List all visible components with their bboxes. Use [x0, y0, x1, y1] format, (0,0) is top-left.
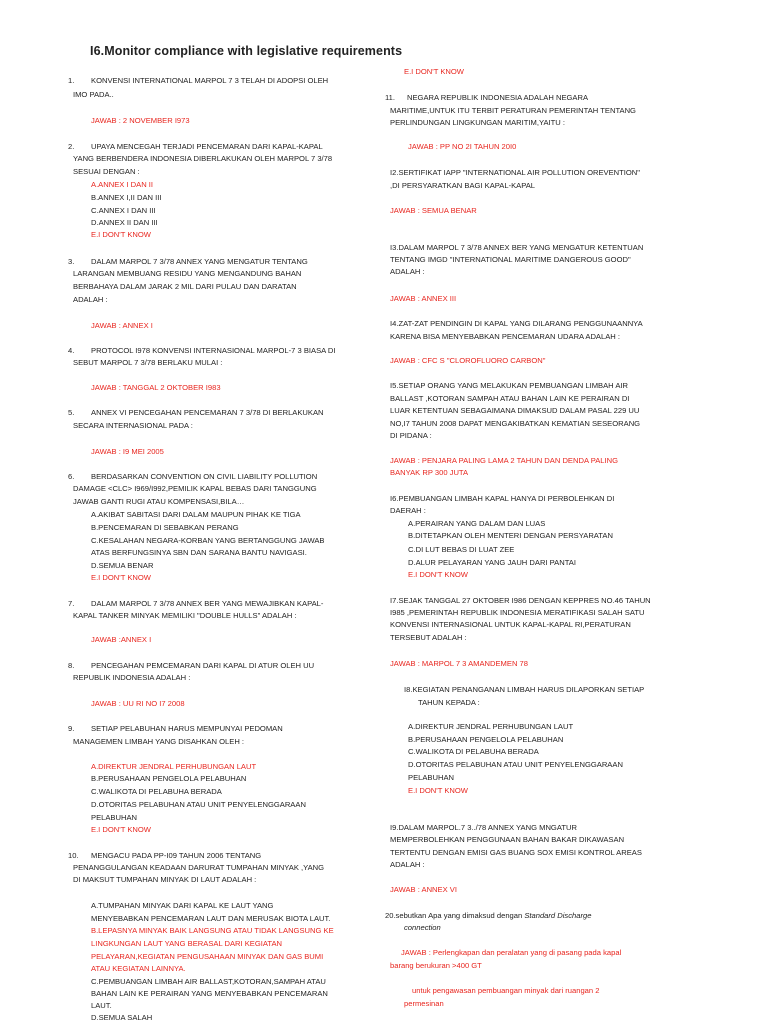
question-text: PENANGGULANGAN KEADAAN DARURAT TUMPAHAN MINYAK ,YANG	[73, 863, 325, 872]
question-text: NEGARA REPUBLIK INDONESIA ADALAH NEGARA	[407, 93, 589, 102]
question-text: ADALAH :	[73, 295, 108, 304]
question-number: 9.	[68, 724, 75, 733]
question-text: KONVENSI INTERNATIONAL MARPOL 7 3 TELAH DI ADOPSI OLEH	[91, 76, 329, 85]
question-text: SESUAI DENGAN :	[73, 167, 140, 176]
question-text: KONVENSI INTERNASIONAL UNTUK KAPAL-KAPAL RI,PERATURAN	[390, 620, 631, 629]
option-e: E.I DON'T KNOW	[404, 67, 464, 76]
question-text: TENTANG IMGD "INTERNATIONAL MARITIME DANGEROUS GOOD"	[390, 255, 631, 264]
option-e: E.I DON'T KNOW	[91, 825, 151, 834]
option-c: C.WALIKOTA DI PELABUHA BERADA	[91, 787, 222, 796]
answer-text: JAWAB : ANNEX VI	[390, 885, 457, 894]
option-d: D.ANNEX II DAN III	[91, 218, 158, 227]
option-e: E.I DON'T KNOW	[91, 573, 151, 582]
answer-text: JAWAB : Perlengkapan dan peralatan yang di pasang pada kapal	[401, 948, 622, 957]
answer-text-cont: barang berukuran >400 GT	[390, 961, 482, 970]
question-text: TERSEBUT ADALAH :	[390, 633, 467, 642]
option-a: A.DIREKTUR JENDRAL PERHUBUNGAN LAUT	[91, 762, 257, 771]
answer-text: JAWAB : UU RI NO I7 2008	[91, 699, 185, 708]
question-text: BALLAST ,KOTORAN SAMPAH ATAU BAHAN LAIN KE PERAIRAN DI	[390, 394, 630, 403]
option-b: B.PERUSAHAAN PENGELOLA PELABUHAN	[91, 774, 247, 783]
option-d: D.OTORITAS PELABUHAN ATAU UNIT PENYELENGGARAAN	[91, 800, 306, 809]
question-text: I5.SETIAP ORANG YANG MELAKUKAN PEMBUANGAN LIMBAH AIR	[390, 381, 629, 390]
option-c-cont: BAHAN LAIN KE PERAIRAN YANG MENYEBABKAN PENCEMARAN	[91, 989, 328, 998]
question-number: 8.	[68, 661, 75, 670]
question-text: SECARA INTERNASIONAL PADA :	[73, 421, 193, 430]
question-text: ANNEX VI PENCEGAHAN PENCEMARAN 7 3/78 DI BERLAKUKAN	[91, 408, 324, 417]
question-text: I3.DALAM MARPOL 7 3/78 ANNEX BER YANG MENGATUR KETENTUAN	[390, 243, 644, 252]
option-d: D.OTORITAS PELABUHAN ATAU UNIT PENYELENGGARAAN	[408, 760, 623, 769]
question-text: DAMAGE <CLC> I969/I992,PEMILIK KAPAL BEBAS DARI TANGGUNG	[73, 484, 317, 493]
question-text: MENGACU PADA PP-I09 TAHUN 2006 TENTANG	[91, 851, 262, 860]
question-text: REPUBLIK INDONESIA ADALAH :	[73, 673, 191, 682]
question-text: I985 ,PEMERINTAH REPUBLIK INDONESIA MERATIFIKASI SALAH SATU	[390, 608, 645, 617]
answer-text: JAWAB : TANGGAL 2 OKTOBER I983	[91, 383, 221, 392]
option-c: C.WALIKOTA DI PELABUHA BERADA	[408, 747, 539, 756]
question-text: LUAR KETENTUAN SEBAGAIMANA DIMAKSUD DALAM PASAL 229 UU	[390, 406, 640, 415]
option-b-cont: ATAU KEGIATAN LAINNYA.	[91, 964, 186, 973]
option-a: A.ANNEX I DAN II	[91, 180, 154, 189]
question-text: I4.ZAT-ZAT PENDINGIN DI KAPAL YANG DILARANG PENGGUNAANNYA	[390, 319, 643, 328]
question-text: I8.KEGIATAN PENANGANAN LIMBAH HARUS DILAPORKAN SETIAP	[404, 685, 645, 694]
question-text: DI PIDANA :	[390, 431, 432, 440]
option-e: E.I DON'T KNOW	[91, 230, 151, 239]
option-d-cont: PELABUHAN	[91, 813, 138, 822]
page-title: I6.Monitor compliance with legislative requirements	[90, 44, 403, 58]
question-text-italic-cont: connection	[404, 923, 441, 932]
option-b: B.DITETAPKAN OLEH MENTERI DENGAN PERSYARATAN	[408, 531, 613, 540]
answer-text-cont: permesinan	[404, 999, 444, 1008]
option-a: A.TUMPAHAN MINYAK DARI KAPAL KE LAUT YANG	[91, 901, 274, 910]
question-text: NO,I7 TAHUN 2008 DAPAT MENGAKIBATKAN KEMATIAN SESEORANG	[390, 419, 641, 428]
question-number: 4.	[68, 346, 75, 355]
answer-text: JAWAB : PENJARA PALING LAMA 2 TAHUN DAN DENDA PALING	[390, 456, 619, 465]
question-number: 1.	[68, 76, 75, 85]
option-c-cont: ATAS BERFUNGSINYA SBN DAN SARANA BANTU NAVIGASI.	[91, 548, 307, 557]
question-text: TERTENTU DENGAN EMISI GAS BUANG SOX EMISI KONTROL AREAS	[390, 848, 642, 857]
option-a-cont: MENYEBABKAN PENCEMARAN LAUT DAN MERUSAK BIOTA LAUT.	[91, 914, 331, 923]
question-text: DALAM MARPOL 7 3/78 ANNEX YANG MENGATUR TENTANG	[91, 257, 308, 266]
option-b: B.PENCEMARAN DI SEBABKAN PERANG	[91, 523, 239, 532]
question-text: PROTOCOL I978 KONVENSI INTERNASIONAL MARPOL-7 3 BIASA DI	[91, 346, 336, 355]
answer-text: JAWAB : ANNEX I	[91, 321, 153, 330]
option-e: E.I DON'T KNOW	[408, 786, 468, 795]
question-text: I6.PEMBUANGAN LIMBAH KAPAL HANYA DI PERBOLEHKAN DI	[390, 494, 615, 503]
question-number: 10.	[68, 851, 79, 860]
question-number: 7.	[68, 599, 75, 608]
option-c-cont: LAUT.	[91, 1001, 112, 1010]
question-number: 5.	[68, 408, 75, 417]
option-b: B.LEPASNYA MINYAK BAIK LANGSUNG ATAU TIDAK LANGSUNG KE	[91, 926, 334, 935]
question-text: BERDASARKAN CONVENTION ON CIVIL LIABILITY POLLUTION	[91, 472, 318, 481]
question-text: I2.SERTIFIKAT IAPP "INTERNATIONAL AIR POLLUTION OREVENTION"	[390, 168, 640, 177]
question-text: ADALAH :	[390, 267, 425, 276]
option-b: B.ANNEX I,II DAN III	[91, 193, 162, 202]
question-text: IMO PADA..	[73, 90, 114, 99]
question-text: ADALAH :	[390, 860, 425, 869]
option-b: B.PERUSAHAAN PENGELOLA PELABUHAN	[408, 735, 564, 744]
question-text: MEMPERBOLEHKAN PENGGUNAAN BAHAN BAKAR DIKAWASAN	[390, 835, 625, 844]
answer-text: JAWAB : 2 NOVEMBER I973	[91, 116, 190, 125]
question-text: BERBAHAYA DALAM JARAK 2 MIL DARI PULAU DAN DARATAN	[73, 282, 297, 291]
question-text: ,DI PERSYARATKAN BAGI KAPAL-KAPAL	[390, 181, 536, 190]
option-d-cont: PELABUHAN	[408, 773, 455, 782]
option-c: C.PEMBUANGAN LIMBAH AIR BALLAST,KOTORAN,SAMPAH ATAU	[91, 977, 326, 986]
question-number: 11.	[385, 93, 395, 102]
option-c: C.DI LUT BEBAS DI LUAT ZEE	[408, 545, 515, 554]
question-text: YANG BERBENDERA INDONESIA DIBERLAKUKAN OLEH MARPOL 7 3/78	[73, 154, 333, 163]
option-c: C.ANNEX I DAN III	[91, 206, 156, 215]
answer-text: JAWAB :ANNEX I	[91, 635, 152, 644]
question-text: DALAM MARPOL 7 3/78 ANNEX BER YANG MEWAJIBKAN KAPAL-	[91, 599, 324, 608]
question-number: 3.	[68, 257, 75, 266]
question-text: TAHUN KEPADA :	[418, 698, 480, 707]
question-text: JAWAB GANTI RUGI ATAU KOMPENSASI,BILA…	[73, 497, 245, 506]
question-text-plain: 20.sebutkan Apa yang dimaksud dengan	[385, 911, 525, 920]
answer-text: JAWAB : ANNEX III	[390, 294, 457, 303]
question-text: MARITIME,UNTUK ITU TERBIT PERATURAN PEMERINTAH TENTANG	[390, 106, 636, 115]
option-e: E.I DON'T KNOW	[408, 570, 468, 579]
question-text: SEBUT MARPOL 7 3/78 BERLAKU MULAI :	[73, 358, 223, 367]
option-b-cont: PELAYARAN,KEGIATAN PENGUSAHAAN MINYAK DAN GAS BUMI	[91, 952, 324, 961]
option-a: A.PERAIRAN YANG DALAM DAN LUAS	[408, 519, 546, 528]
question-text: DAERAH :	[390, 506, 426, 515]
question-text: MANAGEMEN LIMBAH YANG DISAHKAN OLEH :	[73, 737, 245, 746]
option-a: A.DIREKTUR JENDRAL PERHUBUNGAN LAUT	[408, 722, 574, 731]
question-text-italic: Standard Discharge	[524, 911, 592, 920]
question-text: LARANGAN MEMBUANG RESIDU YANG MENGANDUNG BAHAN	[73, 269, 302, 278]
answer-text-cont: BANYAK RP 300 JUTA	[390, 468, 469, 477]
question-text: DI MAKSUT TUMPAHAN MINYAK DI LAUT ADALAH :	[73, 875, 257, 884]
question-text: PENCEGAHAN PEMCEMARAN DARI KAPAL DI ATUR OLEH UU	[91, 661, 315, 670]
question-text: KAPAL TANKER MINYAK MEMILIKI "DOUBLE HULLS" ADALAH :	[73, 611, 297, 620]
option-b-cont: LINGKUNGAN LAUT YANG BERASAL DARI KEGIATAN	[91, 939, 283, 948]
option-d: D.ALUR PELAYARAN YANG JAUH DARI PANTAI	[408, 558, 576, 567]
question-text	[385, 910, 591, 923]
question-number: 2.	[68, 142, 75, 151]
answer-text: JAWAB : PP NO 2I TAHUN 20I0	[408, 142, 517, 151]
answer-text: JAWAB : SEMUA BENAR	[390, 206, 477, 215]
question-text: PERLINDUNGAN LINGKUNGAN MARITIM,YAITU :	[390, 118, 565, 127]
answer-text: JAWAB : I9 MEI 2005	[91, 447, 164, 456]
question-number: 6.	[68, 472, 75, 481]
question-text: I9.DALAM MARPOL.7 3../78 ANNEX YANG MNGATUR	[390, 823, 577, 832]
question-text: KARENA BISA MENYEBABKAN PENCEMARAN UDARA ADALAH :	[390, 332, 620, 341]
option-c: C.KESALAHAN NEGARA-KORBAN YANG BERTANGGUNG JAWAB	[91, 536, 325, 545]
option-a: A.AKIBAT SABITASI DARI DALAM MAUPUN PIHAK KE TIGA	[91, 510, 301, 519]
option-d: D.SEMUA SALAH	[91, 1013, 153, 1022]
answer-text: JAWAB : MARPOL 7 3 AMANDEMEN 78	[390, 659, 528, 668]
question-text: I7.SEJAK TANGGAL 27 OKTOBER I986 DENGAN KEPPRES NO.46 TAHUN	[390, 596, 651, 605]
question-text: SETIAP PELABUHAN HARUS MEMPUNYAI PEDOMAN	[91, 724, 283, 733]
answer-text: JAWAB : CFC S "CLOROFLUORO CARBON"	[390, 356, 546, 365]
option-d: D.SEMUA BENAR	[91, 561, 154, 570]
answer-text-cont: untuk pengawasan pembuangan minyak dari ruangan 2	[412, 986, 600, 995]
question-text: UPAYA MENCEGAH TERJADI PENCEMARAN DARI KAPAL-KAPAL	[91, 142, 323, 151]
